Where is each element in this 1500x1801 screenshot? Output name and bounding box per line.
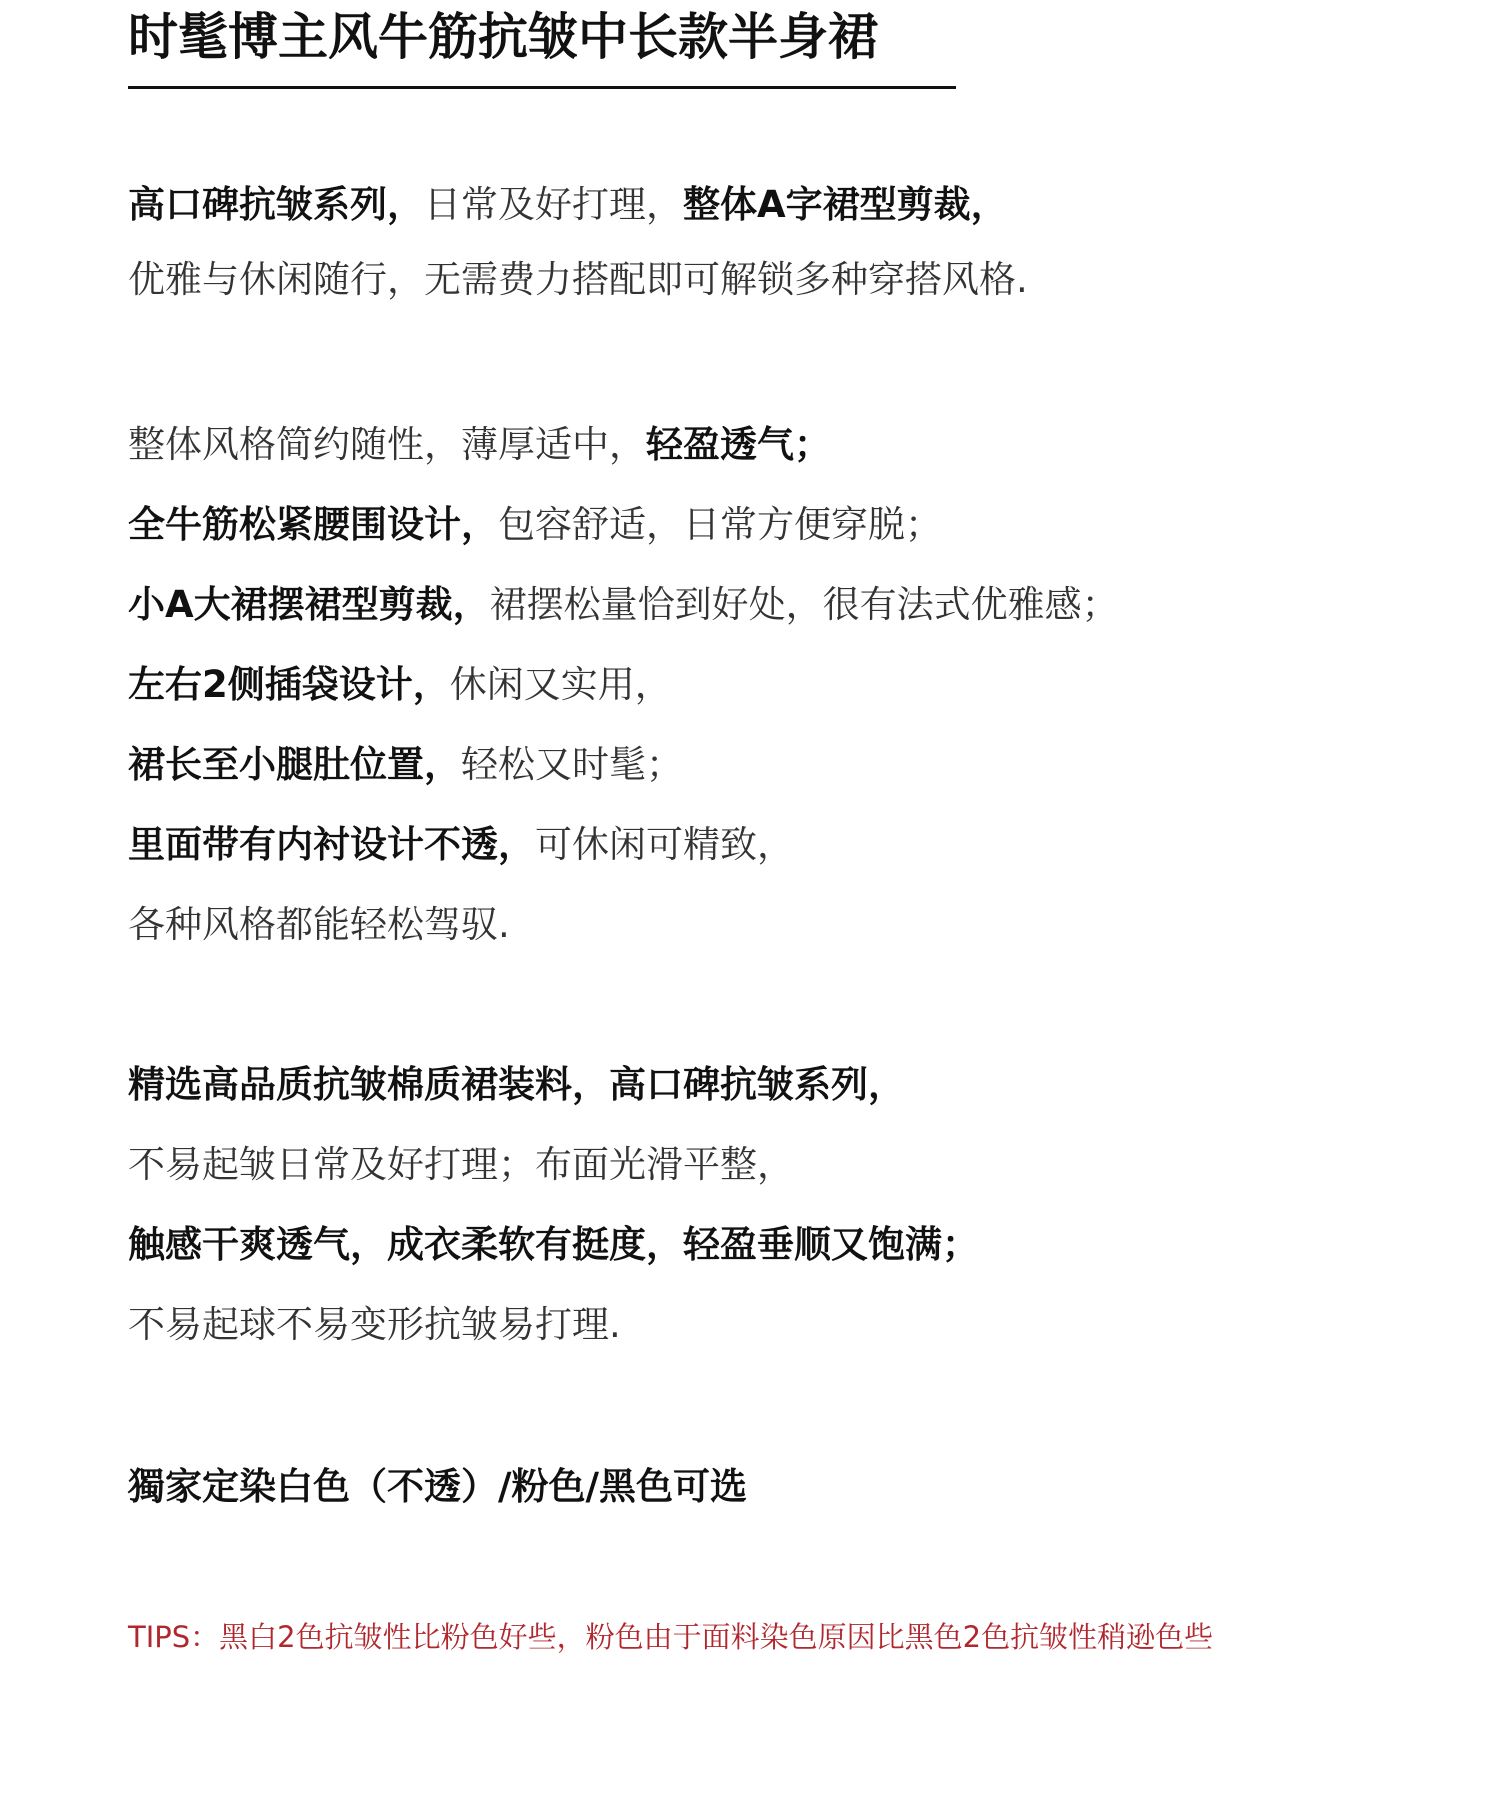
- feature-normal-4: 休闲又实用，: [449, 663, 672, 706]
- intro-line-1: [128, 180, 1008, 230]
- feature-normal-2: 包容舒适，日常方便穿脱；: [498, 503, 942, 546]
- fabric-line-1: [128, 1060, 905, 1110]
- feature-line-4: [128, 660, 672, 710]
- feature-line-7: 各种风格都能轻松驾驭.: [128, 903, 510, 946]
- intro-normal-1: 日常及好打理，: [424, 183, 683, 226]
- fabric-line-2: 不易起皱日常及好打理；布面光滑平整，: [128, 1143, 794, 1186]
- feature-normal-3: 裙摆松量恰到好处，很有法式优雅感；: [489, 583, 1119, 626]
- fabric-line-4: 不易起球不易变形抗皱易打理.: [128, 1303, 621, 1346]
- feature-bold-3: 小A大裙摆裙型剪裁，: [128, 583, 490, 626]
- tips-note: TIPS：黑白2色抗皱性比粉色好些，粉色由于面料染色原因比黑色2色抗皱性稍逊色些: [128, 1620, 1214, 1654]
- feature-line-5: [128, 740, 683, 790]
- intro-line-2: 优雅与休闲随行，无需费力搭配即可解锁多种穿搭风格.: [128, 258, 1028, 301]
- feature-bold-6: 里面带有内衬设计不透，: [128, 823, 535, 866]
- feature-line-3: [128, 580, 1119, 630]
- feature-normal-6: 可休闲可精致，: [535, 823, 794, 866]
- feature-normal-1: 整体风格简约随性，薄厚适中，: [128, 423, 646, 466]
- page-title: 时髦博主风牛筋抗皱中长款半身裙: [128, 8, 878, 66]
- feature-line-2: [128, 500, 942, 550]
- color-options-text: 獨家定染白色（不透）/粉色/黑色可选: [128, 1465, 748, 1508]
- color-options-line: [128, 1462, 747, 1512]
- feature-line-1: [128, 420, 831, 470]
- feature-bold-4: 左右2侧插袋设计，: [128, 663, 450, 706]
- fabric-line-3: [128, 1220, 979, 1270]
- feature-normal-5: 轻松又时髦；: [461, 743, 683, 786]
- feature-bold-5: 裙长至小腿肚位置，: [128, 743, 461, 786]
- intro-bold-2: 整体A字裙型剪裁，: [683, 183, 1008, 226]
- feature-bold-2: 全牛筋松紧腰围设计，: [128, 503, 498, 546]
- intro-bold-1: 高口碑抗皱系列，: [128, 183, 424, 226]
- fabric-bold-3: 触感干爽透气，成衣柔软有挺度，轻盈垂顺又饱满；: [128, 1223, 979, 1266]
- fabric-bold-1: 精选高品质抗皱棉质裙装料，高口碑抗皱系列，: [128, 1063, 905, 1106]
- title-underline: [128, 86, 956, 89]
- feature-line-6: [128, 820, 794, 870]
- feature-bold-1: 轻盈透气；: [646, 423, 831, 466]
